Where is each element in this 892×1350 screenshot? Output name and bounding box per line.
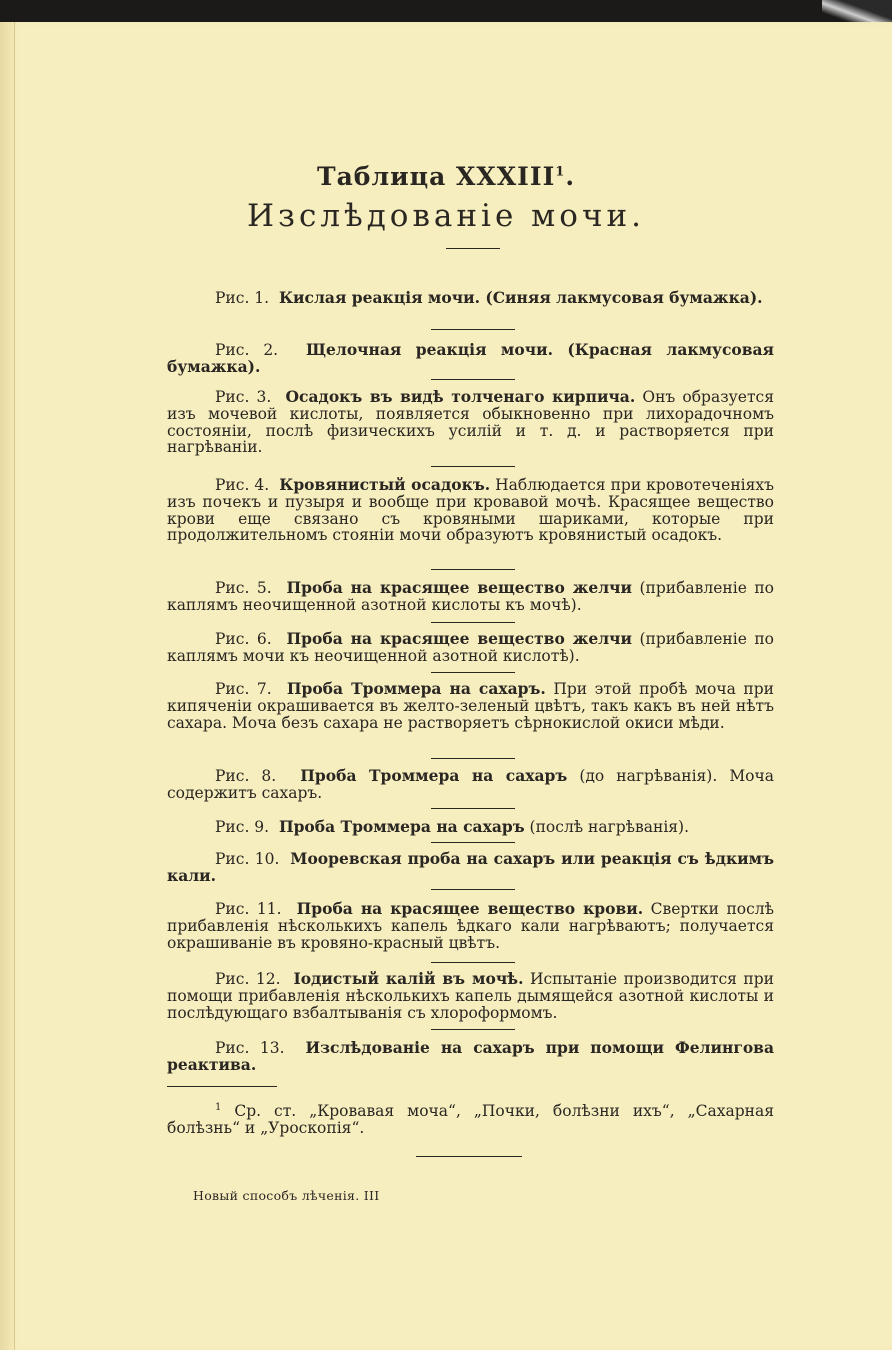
- entry-text: Онъ образуется изъ мочевой кислоты, появляется обыкновенно при лихорадочномъ состояніи, послѣ физическихъ усилій и т. д. и растворяется при нагрѣваніи.: [167, 388, 774, 457]
- entry-text: Испытаніе производится при помощи прибавленія нѣсколькихъ капель дымящейся азотной кислоты и послѣдующаго взбалтыванія съ хлороформомъ.: [167, 970, 774, 1022]
- entry-separator: [431, 466, 515, 467]
- entry-bold: Проба Троммера на сахаръ: [278, 817, 525, 836]
- signature-line: Новый способъ лѣченія. III: [193, 1188, 380, 1203]
- footnote: [167, 1099, 774, 1137]
- entry-fig-1: [167, 290, 774, 307]
- entry-bold: Мооревская проба на сахаръ или реакція съ ѣдкимъ кали.: [167, 849, 774, 885]
- entry-fig-12: [167, 971, 774, 1021]
- entry-fig-2: [167, 342, 774, 376]
- closing-rule: [416, 1156, 522, 1157]
- entry-fig-8: [167, 768, 774, 802]
- entry-label: Рис. 9.: [215, 818, 270, 836]
- entry-label: Рис. 2.: [215, 341, 279, 359]
- footnote-text: Ср. ст. „Кровавая моча“, „Почки, болѣзни ихъ“, „Сахарная болѣзнь“ и „Уроскопія“.: [167, 1102, 774, 1138]
- entry-text: При этой пробѣ моча при кипяченіи окрашивается въ желто-зеленый цвѣтъ, такъ какъ въ ней нѣтъ сахара. Моча безъ сахара не растворяетъ сѣрнокислой окиси мѣди.: [167, 680, 774, 732]
- entry-bold: Щелочная реакція мочи. (Красная лакмусовая бумажка).: [167, 340, 774, 376]
- entry-separator: [431, 962, 515, 963]
- entry-bold: Проба Троммера на сахаръ: [300, 766, 568, 785]
- entry-fig-4: [167, 477, 774, 544]
- footnote-mark: 1: [215, 1102, 222, 1113]
- entry-label: Рис. 1.: [215, 289, 270, 307]
- entry-label: Рис. 12.: [215, 970, 281, 988]
- entry-bold: Кровянистый осадокъ.: [279, 475, 491, 494]
- entry-separator: [431, 808, 515, 809]
- entry-label: Рис. 4.: [215, 476, 270, 494]
- document-page: [0, 22, 892, 1350]
- entry-text: (прибавленіе по каплямъ неочищенной азотной кислоты къ мочѣ).: [167, 579, 774, 614]
- entry-label: Рис. 3.: [215, 388, 272, 406]
- entry-text: Наблюдается при кровотеченіяхъ изъ почекъ и пузыря и вообще при кровавой мочѣ. Красящее вещество крови еще связано съ кровяными шариками, которые при продолжительномъ стояніи мочи образуютъ кровянистый осадокъ.: [167, 476, 775, 545]
- entry-label: Рис. 6.: [215, 630, 272, 648]
- entry-label: Рис. 8.: [215, 767, 277, 785]
- entry-separator: [431, 889, 515, 890]
- entry-bold: Проба Троммера на сахаръ.: [286, 679, 546, 698]
- entry-label: Рис. 5.: [215, 579, 272, 597]
- entry-label: Рис. 11.: [215, 900, 282, 918]
- entry-label: Рис. 7.: [215, 680, 272, 698]
- entry-text: (послѣ нагрѣванія).: [529, 818, 690, 836]
- entry-label: Рис. 13.: [215, 1039, 285, 1057]
- entry-fig-6: [167, 631, 774, 665]
- entry-separator: [431, 672, 515, 673]
- entry-bold: Изслѣдованіе на сахаръ при помощи Фелингова реактива.: [167, 1038, 774, 1074]
- entry-separator: [431, 1029, 515, 1030]
- entry-bold: Проба на красящее вещество желчи: [286, 629, 632, 648]
- entry-bold: Проба на красящее вещество крови.: [296, 899, 644, 918]
- table-title: Таблица XXXIII$^1$.: [316, 162, 576, 191]
- table-title-text: Таблица XXXIII: [316, 162, 556, 191]
- entry-bold: Іодистый калій въ мочѣ.: [293, 969, 524, 988]
- entry-text: Свертки послѣ прибавленія нѣсколькихъ капель ѣдкаго кали нагрѣваютъ; получается окрашиваніе въ кровяно-красный цвѣтъ.: [167, 900, 774, 952]
- entry-separator: [431, 758, 515, 759]
- entry-separator: [431, 379, 515, 380]
- entry-text: (до нагрѣванія). Моча содержитъ сахаръ.: [167, 767, 775, 802]
- entry-fig-11: [167, 901, 774, 951]
- entry-label: Рис. 10.: [215, 850, 280, 868]
- entry-text: (прибавленіе по каплямъ мочи къ неочищенной азотной кислотѣ).: [167, 630, 774, 665]
- entry-fig-13: [167, 1040, 774, 1074]
- page-subtitle: Изслѣдованіе мочи.: [247, 198, 645, 234]
- entry-separator: [431, 842, 515, 843]
- entry-separator: [431, 329, 515, 330]
- title-rule: [446, 248, 500, 249]
- entry-fig-5: [167, 580, 774, 614]
- entry-fig-9: [167, 819, 774, 836]
- entry-separator: [431, 622, 515, 623]
- entry-fig-3: [167, 389, 774, 456]
- entry-separator: [431, 569, 515, 570]
- entry-bold: Осадокъ въ видѣ толченаго кирпича.: [285, 387, 636, 406]
- entry-fig-10: [167, 851, 774, 885]
- entry-fig-7: [167, 681, 774, 731]
- scan-corner: [822, 0, 892, 22]
- entry-bold: Проба на красящее вещество желчи: [286, 578, 632, 597]
- scan-top-border: [0, 0, 892, 22]
- title-footnote-mark: 1: [555, 164, 566, 180]
- footnote-rule: [167, 1086, 277, 1087]
- entry-bold: Кислая реакція мочи. (Синяя лакмусовая бумажка).: [278, 288, 763, 307]
